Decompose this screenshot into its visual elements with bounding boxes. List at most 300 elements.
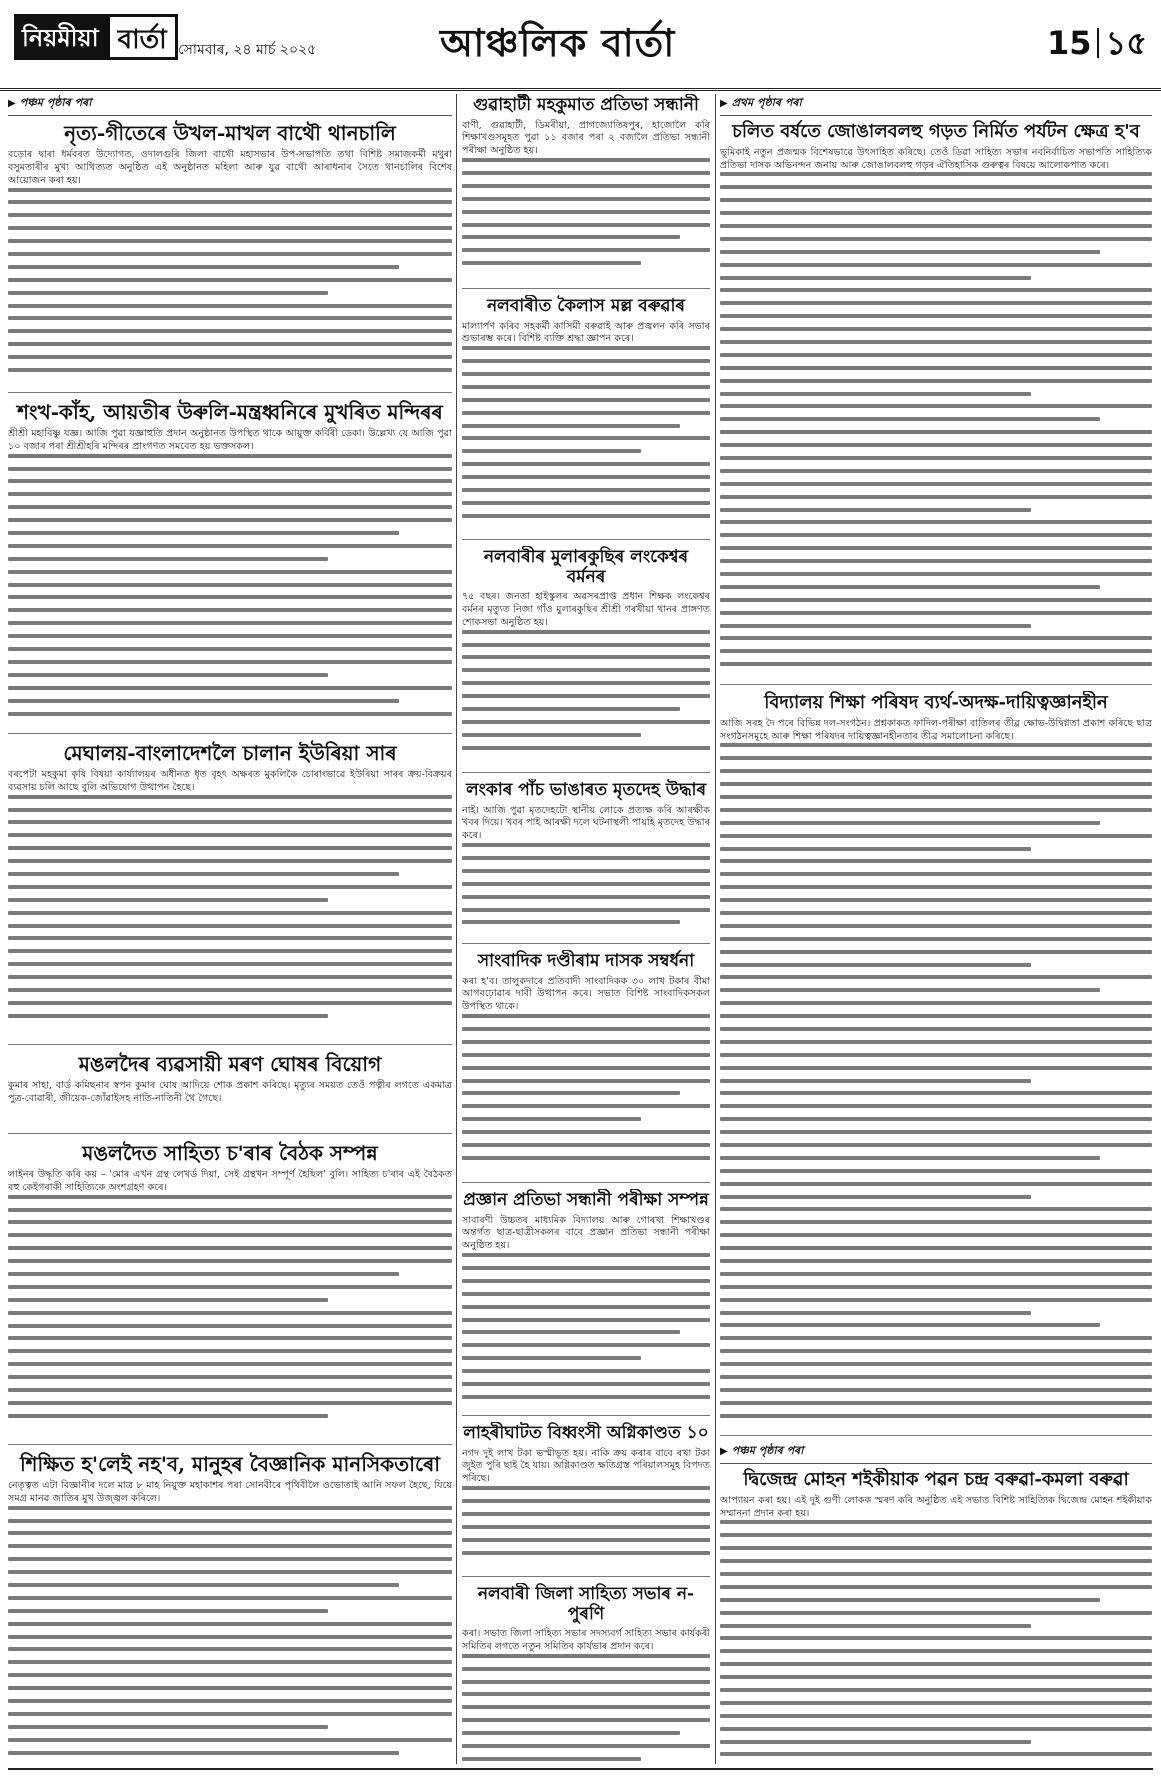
article-body: সাবাৰণী উচ্চতৰ মাধ্যমিক বিদ্যালয় আৰু গোৰখা শিক্ষাখণ্ডৰ অন্তৰ্গত ছাত্ৰ-ছাত্ৰীসকলৰ বাবে প্ৰজ্ঞান প্ৰতিভা সন্ধানী পৰীক্ষা অনুষ্ঠিত হয়।: [462, 1214, 710, 1252]
text-line: [8, 1220, 452, 1224]
text-line: [462, 1066, 710, 1070]
text-line: [8, 1233, 452, 1237]
article-body: নেতৃত্বত এটা বিজ্ঞানীৰ দলে মাত্ৰ ৮ মাহ নিয়ুক্ত মহাকাশৰ পৰা সোনবীৰে পৃথিবীলৈ ওভোতাই আনি সফল হৈছে, যিয়ে সমগ্ৰ মানৱ জাতিৰ মুখ উজ্জ্বল কৰিলে।: [8, 1480, 452, 1504]
text-line: [8, 872, 399, 876]
article-body: ভূমিকাই নতুন প্ৰজন্মক বিশেষভাৱে উৎসাহিত কৰিছে। তেওঁ ডিৱা সাহিত্য সভাৰ নবনিৰ্বাচিত সভাপতি সাহিত্যিক প্ৰতিভা দাসক অভিনন্দন জনায় আৰু জোঙালবলহু গড়ৰ ঐতিহাসিক গুৰুত্বৰ বিষয়ে আলোকপাত কৰে।: [720, 146, 1152, 171]
text-line: [720, 1572, 1152, 1576]
text-line: [462, 1040, 710, 1044]
column-3: [720, 94, 1152, 1764]
text-line: [8, 1647, 452, 1651]
text-line: [720, 1336, 1152, 1340]
text-line: [8, 1414, 328, 1418]
text-line: [462, 1292, 710, 1296]
text-line: [720, 1701, 1152, 1705]
text-line: [8, 660, 452, 664]
text-line: [720, 1362, 1152, 1366]
text-line: [8, 1531, 452, 1535]
text-line: [8, 1272, 399, 1276]
text-line: [720, 508, 1031, 512]
article: [462, 1422, 710, 1577]
text-line: [720, 1207, 1152, 1211]
text-line: [8, 518, 452, 522]
page-number-native: ১৫: [1105, 24, 1147, 62]
text-line: [462, 475, 710, 479]
text-line: [8, 1660, 452, 1664]
text-line: [720, 482, 1152, 486]
text-line: [462, 346, 710, 350]
text-line: [720, 1259, 1152, 1263]
text-line: [720, 611, 1152, 615]
article-body: কুমাৰ সাহা, বাৰ্ড কমিছনাৰ স্বপন কুমাৰ ঘোষ আদিয়ে শোক প্ৰকাশ কৰিছে। মৃত্যুৰ সময়ত তেওঁ পত্নীৰ লগতে একমাত্ৰ পুত্ৰ-বোৱাৰী, জীয়েক-জোঁৱাইসহ নাতি-নাতিনী থৈ গৈছে।: [8, 1080, 452, 1104]
text-line: [8, 355, 452, 359]
text-line: [720, 1272, 1152, 1276]
text-line: [720, 263, 1152, 267]
text-line: [8, 673, 328, 677]
text-line: [8, 368, 452, 372]
text-line: [720, 314, 1152, 318]
section-title: আঞ্চলিক বাৰ্তা: [440, 20, 676, 65]
article-headline: শংখ-কাঁহ, আয়তীৰ উৰুলি-মন্ত্ৰধ্বনিৰে মুখৰিত মন্দিৰৰ: [17, 400, 443, 424]
article-text-lines: [720, 743, 1152, 1417]
article: [8, 1140, 452, 1445]
text-line: [8, 316, 452, 320]
text-line: [720, 198, 1152, 202]
text-line: [720, 756, 1152, 760]
text-line: [8, 570, 452, 574]
article-headline: লাহৰীঘাটত বিধ্বংসী অগ্নিকাণ্ডত ১০: [463, 1423, 709, 1443]
text-line: [8, 188, 452, 192]
text-line: [8, 1285, 452, 1289]
text-line: [8, 1635, 452, 1639]
text-line: [8, 898, 328, 902]
article-headline: মঙলদৈৰ ব্যৱসায়ী মৰণ ঘোষৰ বিয়োগ: [78, 1052, 382, 1076]
text-line: [8, 1544, 452, 1548]
article: [462, 295, 710, 540]
article-text-lines: [462, 630, 710, 750]
text-line: [462, 895, 710, 899]
text-line: [462, 920, 680, 924]
article: [8, 1451, 452, 1764]
text-line: [8, 949, 452, 953]
article-text-lines: [462, 1253, 710, 1399]
text-line: [720, 963, 1031, 967]
text-line: [720, 1688, 1152, 1692]
text-line: [720, 276, 1031, 280]
text-line: [462, 707, 680, 711]
text-line: [720, 1285, 1152, 1289]
text-line: [720, 1233, 1152, 1237]
article-text-lines: [8, 795, 452, 1018]
page-number: [1047, 18, 1147, 72]
text-line: [720, 911, 1152, 915]
article-headline: প্ৰজ্ঞান প্ৰতিভা সন্ধানী পৰীক্ষা সম্পন্ন: [463, 1190, 709, 1210]
text-line: [8, 1583, 399, 1587]
article: [462, 1189, 710, 1416]
text-line: [462, 694, 710, 698]
article-headline: সাংবাদিক দণ্ডীৰাম দাসক সম্বৰ্ধনা: [477, 951, 695, 971]
text-line: [720, 1349, 1152, 1353]
text-line: [462, 1104, 710, 1108]
text-line: [8, 608, 452, 612]
article-headline: চলিত বৰ্ষতে জোঙালবলহু গড়ত নিৰ্মিত পৰ্যটন ক্ষেত্ৰ হ'ব: [732, 121, 1140, 142]
text-line: [720, 1143, 1152, 1147]
text-line: [720, 1714, 1152, 1718]
text-line: [720, 1546, 1152, 1550]
article-body: বৰপেটা মহকুমা কৃষি বিষয়া কাৰ্য্যালয়ৰ অধীনত ধৃত বৃহৎ অক্ষৰত মুকলিকৈ চোৰাংভাৱে ইউৰিয়া সাৰৰ ক্ৰয়-বিক্ৰয়ৰ ব্যৱসায় চলি আছে বুলি অভিযোগ উত্থাপন হৈছে।: [8, 769, 452, 793]
article-body: বড়োৰ দ্বাৰা ধৰ্মবৰত উদ্যোগত, ওদালগুৰি জিলা বাথৌ মহাসভাৰ উপ-সভাপতি তথা বিশিষ্ট সমাজকৰ্মী মথুৰা বসুমতাৰীৰ মুখ্য আথিত্যত অনুষ্ঠিত এই অনুষ্ঠানত মহিলা আৰু যুৱ বাথৌ আৰাধনাৰ সৈতে থানচালিৰ বিশেষ আয়োজন কৰা হয়।: [8, 149, 452, 186]
text-line: [462, 261, 641, 265]
text-line: [462, 1512, 710, 1516]
text-line: [462, 733, 641, 737]
footer-rule: [8, 1768, 1153, 1770]
text-line: [462, 1330, 680, 1334]
article-body: কৰা হ'ব। তালুকদাৰে প্ৰতিবাদী সাংবাদিকক ৩০ লাখ টকাৰ বীমা আগবঢ়োৱাৰ দাবী উত্থাপন কৰে। সভাত বিশিষ্ট সাংবাদিকসকল উপস্থিত থাকে।: [462, 975, 710, 1013]
page-number-divider: [1097, 28, 1099, 58]
text-line: [720, 1040, 1152, 1044]
text-line: [720, 636, 1152, 640]
text-line: [8, 1609, 328, 1613]
text-line: [720, 392, 1031, 396]
article: [462, 779, 710, 944]
text-line: [462, 643, 710, 647]
text-line: [462, 843, 710, 847]
text-line: [462, 359, 710, 363]
text-line: [720, 1636, 1152, 1640]
text-line: [462, 1279, 710, 1283]
text-line: [462, 746, 710, 750]
text-line: [462, 424, 680, 428]
text-line: [8, 962, 452, 966]
text-line: [462, 1343, 710, 1347]
text-line: [720, 1414, 1152, 1418]
text-line: [8, 1324, 452, 1328]
text-line: [720, 1220, 1152, 1224]
text-line: [8, 200, 452, 204]
column-divider: [456, 94, 457, 1764]
text-line: [8, 454, 452, 458]
text-line: [8, 1519, 452, 1523]
text-line: [720, 340, 1152, 344]
text-line: [462, 1486, 710, 1490]
text-line: [462, 1253, 710, 1257]
article: [8, 399, 452, 734]
text-line: [462, 436, 710, 440]
text-line: [8, 988, 452, 992]
article-text-lines: [462, 346, 710, 518]
article: [462, 1583, 710, 1764]
article-text-lines: [8, 188, 452, 372]
text-line: [462, 248, 710, 252]
text-line: [8, 1375, 452, 1379]
column-1: [8, 94, 452, 1764]
text-line: [720, 533, 1152, 537]
text-line: [720, 1001, 1152, 1005]
text-line: [8, 226, 452, 230]
text-line: [720, 1740, 1031, 1744]
text-line: [462, 488, 710, 492]
article-headline: গুৱাহাটী মহকুমাত প্ৰতিভা সন্ধানী: [473, 95, 699, 115]
article-body: ৭৫ বছৰ। জনতা হাইস্কুলৰ অৱসৰপ্ৰাপ্ত প্ৰধান শিক্ষক লংকেশ্বৰ বৰ্মনৰ মৃত্যুত নিজা গাঁও মুলাৰকুছিৰ শ্ৰীশ্ৰী গৰখীয়া থানৰ প্ৰাঙ্গণত শোকসভা অনুষ্ঠিত হয়।: [462, 591, 710, 628]
text-line: [8, 213, 452, 217]
article-text-lines: [462, 843, 710, 924]
continuation-label: ▶ পঞ্চম পৃষ্ঠাৰ পৰা: [720, 1442, 1152, 1464]
text-line: [8, 505, 452, 509]
text-line: [720, 237, 1152, 241]
text-line: [720, 795, 1152, 799]
text-line: [720, 1091, 1152, 1095]
text-line: [8, 820, 452, 824]
text-line: [8, 1298, 328, 1302]
text-line: [462, 1305, 710, 1309]
text-line: [720, 1195, 1031, 1199]
text-line: [720, 859, 1152, 863]
text-line: [720, 211, 1152, 215]
text-line: [462, 462, 710, 466]
text-line: [8, 304, 452, 308]
text-line: [8, 1259, 452, 1263]
article-text-lines: [8, 454, 452, 716]
article: [720, 691, 1152, 1436]
article-headline: মেঘালয়-বাংলাদেশলৈ চালান ইউৰিয়া সাৰ: [63, 741, 397, 765]
text-line: [462, 1718, 710, 1722]
text-line: [8, 1699, 452, 1703]
text-line: [720, 769, 1152, 773]
text-line: [462, 1525, 710, 1529]
text-line: [8, 1751, 399, 1755]
text-line: [8, 634, 452, 638]
text-line: [8, 329, 452, 333]
text-line: [8, 1712, 452, 1716]
masthead: [0, 0, 1161, 91]
article: [462, 950, 710, 1183]
article-body: কৰা। সভাত জিলা সাহিত্য সভাৰ সদস্যবৰ্গ সাহিত্য সভাৰ কাৰ্যকৰী সমিতিৰ লগতে নতুন সমিতিৰ কাৰ্যভাৰ প্ৰদান কৰে।: [462, 1628, 710, 1652]
text-line: [462, 1731, 680, 1735]
text-line: [720, 662, 1152, 666]
text-line: [720, 456, 1152, 460]
text-line: [462, 171, 710, 175]
text-line: [720, 1624, 1031, 1628]
text-line: [462, 449, 641, 453]
text-line: [8, 712, 452, 716]
article-body: নগদ দুই লাখ টকা ভস্মীভূত হয়। নাকি ক্ৰয় কৰাৰ বাবে ৰখা টকা জুইত পুৰি ছাই হৈ যায়। অগ্নিকাণ্ডত ক্ষতিগ্ৰস্ত পৰিয়ালসমূহ বিপদত পৰিছে।: [462, 1447, 710, 1485]
article-body: লাইনৰ উদ্ধৃতি কৰি কয় – 'মোৰ এখন গ্ৰন্থ লেখৰ্ড দিয়া, সেই গ্ৰন্থখন সম্পূৰ্ণ হৈছিল' বুলি। সাহিত্য চ'ৰাৰ এই বৈঠকত বহু কেইগৰাকী সাহিত্যিকে অংশগ্ৰহণ কৰে।: [8, 1169, 452, 1193]
text-line: [720, 1388, 1152, 1392]
page-number-latin: 15: [1046, 24, 1092, 62]
text-line: [462, 398, 710, 402]
text-line: [720, 1375, 1152, 1379]
text-line: [720, 404, 1152, 408]
text-line: [8, 265, 399, 269]
text-line: [720, 172, 1152, 176]
text-line: [8, 808, 452, 812]
article: [8, 740, 452, 1045]
text-line: [462, 1143, 710, 1147]
text-line: [720, 1104, 1152, 1108]
arrow-icon: ▶: [720, 98, 728, 109]
article-text-lines: [8, 1506, 452, 1764]
text-line: [8, 833, 452, 837]
text-line: [8, 291, 328, 295]
text-line: [720, 1533, 1152, 1537]
text-line: [720, 782, 1152, 786]
text-line: [8, 686, 452, 690]
text-line: [8, 1506, 452, 1510]
text-line: [462, 1692, 710, 1696]
text-line: [720, 1182, 1152, 1186]
text-line: [462, 1014, 710, 1018]
text-line: [8, 278, 452, 282]
text-line: [462, 372, 710, 376]
text-line: [462, 1156, 710, 1160]
text-line: [462, 501, 710, 505]
text-line: [8, 1001, 452, 1005]
text-line: [8, 531, 399, 535]
text-line: [8, 1764, 452, 1765]
text-line: [720, 1169, 1152, 1173]
text-line: [720, 353, 1152, 357]
text-line: [8, 1725, 328, 1729]
logo-part1: নিয়মীয়া: [14, 14, 107, 60]
article-text-lines: [8, 1195, 452, 1418]
article-headline: বিদ্যালয় শিক্ষা পৰিষদ ব্যৰ্থ-অদক্ষ-দায়িত্বজ্ঞানহীন: [764, 692, 1108, 713]
text-line: [462, 1744, 710, 1748]
text-line: [720, 988, 1100, 992]
text-line: [720, 937, 1152, 941]
text-line: [720, 1727, 1152, 1731]
text-line: [720, 1662, 1152, 1666]
text-line: [8, 975, 452, 979]
text-line: [720, 379, 1152, 383]
text-line: [8, 595, 452, 599]
text-line: [8, 1388, 452, 1392]
text-line: [8, 252, 452, 256]
text-line: [462, 197, 710, 201]
text-line: [462, 1318, 710, 1322]
text-line: [8, 1570, 452, 1574]
text-line: [8, 924, 452, 928]
text-line: [720, 288, 1152, 292]
text-line: [720, 559, 1152, 563]
article: [8, 1051, 452, 1134]
article: [462, 546, 710, 773]
text-line: [720, 1752, 1152, 1756]
text-line: [8, 1686, 452, 1690]
text-line: [720, 950, 1152, 954]
text-line: [462, 1382, 710, 1386]
article-body: আপ্যায়ন কৰা হয়। এই দুই গুণী লোকক স্মৰণ কৰি অনুষ্ঠিত এই সভাত বিশিষ্ট সাহিত্যিক দ্বিজেন্দ্ৰ মোহন শইকীয়াক সম্মাননা প্ৰদান কৰা হয়।: [720, 1494, 1152, 1519]
text-line: [720, 743, 1152, 747]
text-line: [462, 1705, 710, 1709]
article: [462, 94, 710, 289]
text-line: [720, 1117, 1152, 1121]
text-line: [720, 520, 1152, 524]
text-line: [462, 1680, 710, 1684]
text-line: [462, 223, 710, 227]
text-line: [720, 301, 1152, 305]
text-line: [720, 821, 1100, 825]
text-line: [720, 1649, 1152, 1653]
article-headline: মঙলদৈত সাহিত্য চ'ৰাৰ বৈঠক সম্পন্ন: [82, 1141, 378, 1165]
text-line: [720, 1156, 1100, 1160]
text-line: [8, 1596, 452, 1600]
text-line: [720, 1401, 1152, 1405]
text-line: [720, 1014, 1152, 1018]
text-line: [720, 1079, 1031, 1083]
text-line: [720, 250, 1100, 254]
text-line: [462, 1117, 641, 1121]
text-line: [8, 1673, 452, 1677]
text-line: [462, 158, 710, 162]
text-line: [8, 1336, 452, 1340]
text-line: [720, 1246, 1152, 1250]
text-line: [8, 1557, 452, 1561]
text-line: [720, 1585, 1152, 1589]
text-line: [462, 1266, 710, 1270]
issue-date: সোমবাৰ, ২৪ মাৰ্চ ২০২৫: [178, 42, 317, 58]
text-line: [462, 514, 710, 518]
article-text-lines: [462, 1486, 710, 1554]
text-line: [8, 239, 452, 243]
article-headline: শিক্ষিত হ'লেই নহ'ব, মানুহৰ বৈজ্ঞানিক মানসিকতাৰো: [19, 1452, 441, 1476]
text-line: [8, 846, 452, 850]
text-line: [720, 1520, 1152, 1524]
text-line: [720, 1053, 1152, 1057]
text-line: [462, 908, 710, 912]
article-text-lines: [720, 172, 1152, 666]
text-line: [462, 1079, 710, 1083]
text-line: [8, 1246, 452, 1250]
article-headline: নলবাৰীত কৈলাস মল্ল বৰুৱাৰ: [487, 296, 685, 316]
column-2: [462, 94, 710, 1764]
text-line: [8, 647, 452, 651]
text-line: [720, 366, 1152, 370]
text-line: [462, 856, 710, 860]
text-line: [720, 585, 1100, 589]
text-line: [462, 681, 710, 685]
text-line: [720, 1611, 1152, 1615]
text-line: [720, 598, 1152, 602]
text-line: [462, 882, 710, 886]
text-line: [8, 544, 452, 548]
text-line: [8, 1014, 328, 1018]
text-line: [8, 859, 452, 863]
text-line: [720, 834, 1152, 838]
text-line: [8, 583, 452, 587]
text-line: [720, 1311, 1031, 1315]
text-line: [720, 872, 1152, 876]
text-line: [8, 1311, 452, 1315]
text-line: [8, 1349, 452, 1353]
text-line: [720, 1675, 1152, 1679]
continuation-label: ▶ প্ৰথম পৃষ্ঠাৰ পৰা: [720, 94, 1152, 116]
text-line: [462, 210, 710, 214]
text-line: [462, 630, 710, 634]
text-line: [8, 621, 452, 625]
text-line: [720, 185, 1152, 189]
text-line: [8, 911, 452, 915]
text-line: [720, 443, 1152, 447]
article-headline: নলবাৰীৰ মুলাৰকুছিৰ লংকেশ্বৰ বৰ্মনৰ: [483, 547, 689, 587]
text-line: [720, 1559, 1152, 1563]
text-line: [462, 869, 710, 873]
text-line: [720, 1598, 1100, 1602]
article-text-lines: [462, 158, 710, 265]
text-line: [720, 1066, 1152, 1070]
article: [720, 120, 1152, 685]
article-headline: লংকাৰ পাঁচ ভাঙাৰত মৃতদেহ উদ্ধাৰ: [465, 780, 707, 800]
article-headline: নলবাৰী জিলা সাহিত্য সভাৰ ন-পুৰণি: [477, 1584, 695, 1624]
text-line: [8, 479, 452, 483]
